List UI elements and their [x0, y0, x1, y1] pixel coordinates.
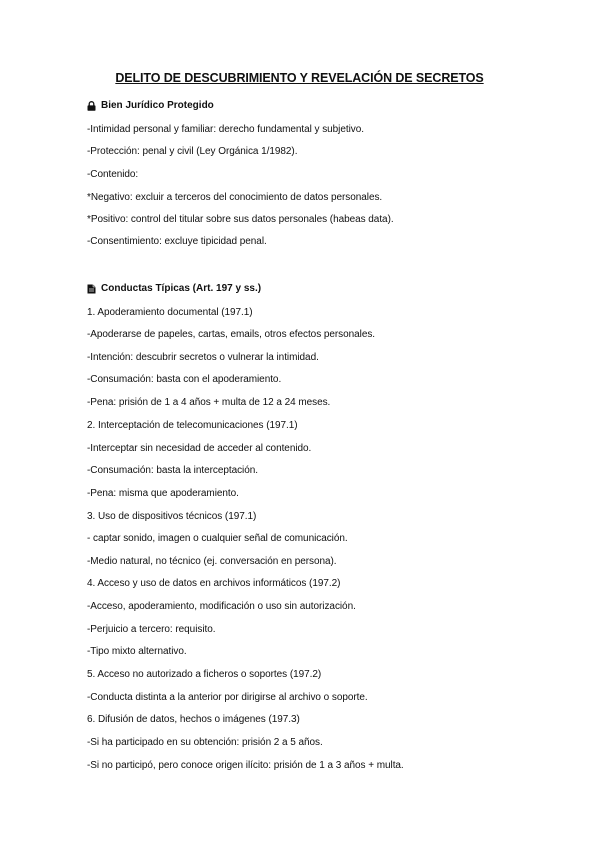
- text-line: -Si no participó, pero conoce origen ilícito: prisión de 1 a 3 años + multa.: [87, 760, 404, 771]
- text-line: -Pena: prisión de 1 a 4 años + multa de 12 a 24 meses.: [87, 397, 331, 408]
- text-line: -Si ha participado en su obtención: prisión 2 a 5 años.: [87, 737, 323, 748]
- text-line: -Interceptar sin necesidad de acceder al contenido.: [87, 443, 312, 454]
- text-line: -Contenido:: [87, 169, 139, 180]
- text-line: 2. Interceptación de telecomunicaciones (197.1): [87, 420, 298, 431]
- text-line: -Conducta distinta a la anterior por dirigirse al archivo o soporte.: [87, 692, 368, 703]
- document-icon: [87, 284, 96, 294]
- document-title: DELITO DE DESCUBRIMIENTO Y REVELACIÓN DE SECRETOS: [115, 71, 484, 85]
- text-line: 4. Acceso y uso de datos en archivos informáticos (197.2): [87, 578, 341, 589]
- text-line: -Consumación: basta la interceptación.: [87, 465, 258, 476]
- text-line: -Tipo mixto alternativo.: [87, 646, 187, 657]
- text-line: 6. Difusión de datos, hechos o imágenes (197.3): [87, 714, 300, 725]
- section-heading-bien-juridico: [87, 100, 214, 111]
- section-heading-label: Conductas Típicas (Art. 197 y ss.): [101, 283, 262, 294]
- section-heading-conductas: [87, 283, 261, 294]
- text-line: 3. Uso de dispositivos técnicos (197.1): [87, 511, 257, 522]
- text-line: -Intención: descubrir secretos o vulnerar la intimidad.: [87, 352, 319, 363]
- text-line: -Acceso, apoderamiento, modificación o uso sin autorización.: [87, 601, 356, 612]
- text-line: -Consumación: basta con el apoderamiento.: [87, 374, 282, 385]
- text-line: -Medio natural, no técnico (ej. conversación en persona).: [87, 556, 337, 567]
- text-line: -Perjuicio a tercero: requisito.: [87, 624, 216, 635]
- text-line: *Positivo: control del titular sobre sus datos personales (habeas data).: [87, 214, 394, 225]
- text-line: 1. Apoderamiento documental (197.1): [87, 307, 253, 318]
- text-line: -Intimidad personal y familiar: derecho fundamental y subjetivo.: [87, 124, 364, 135]
- section-heading-label: Bien Jurídico Protegido: [101, 100, 214, 111]
- text-line: -Apoderarse de papeles, cartas, emails, otros efectos personales.: [87, 329, 376, 340]
- text-line: *Negativo: excluir a terceros del conocimiento de datos personales.: [87, 192, 383, 203]
- text-line: - captar sonido, imagen o cualquier señal de comunicación.: [87, 533, 348, 544]
- text-line: -Protección: penal y civil (Ley Orgánica 1/1982).: [87, 146, 298, 157]
- text-line: -Pena: misma que apoderamiento.: [87, 488, 239, 499]
- text-line: 5. Acceso no autorizado a ficheros o soportes (197.2): [87, 669, 322, 680]
- lock-icon: [87, 101, 96, 111]
- text-line: -Consentimiento: excluye tipicidad penal.: [87, 236, 267, 247]
